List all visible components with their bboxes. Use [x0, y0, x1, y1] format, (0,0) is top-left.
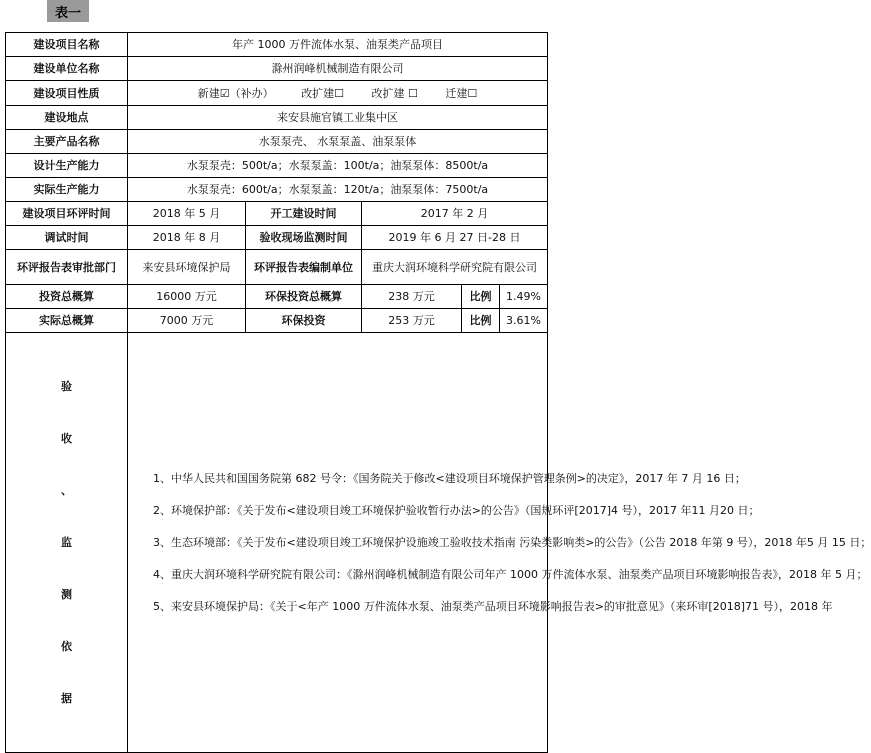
design-capacity-label: 设计生产能力	[6, 154, 128, 178]
nature-option-relocate: 迁建☐	[445, 86, 478, 100]
project-name-value: 年产 1000 万件流体水泵、油泵类产品项目	[128, 33, 548, 57]
approval-dept-value: 来安县环境保护局	[128, 250, 246, 285]
basis-side-char: 依	[61, 639, 72, 653]
location-label: 建设地点	[6, 106, 128, 130]
nature-label: 建设项目性质	[6, 81, 128, 106]
report-author-label: 环评报告表编制单位	[246, 250, 362, 285]
env-budget-label: 环保投资总概算	[246, 285, 362, 309]
budget-ratio-value: 1.49%	[500, 285, 548, 309]
eia-time-value: 2018 年 5 月	[128, 202, 246, 226]
unit-value: 滁州润峰机械制造有限公司	[128, 57, 548, 81]
basis-side-char: 、	[61, 483, 72, 497]
basis-content	[128, 333, 871, 753]
basis-side-char: 测	[61, 587, 72, 601]
actual-capacity-value: 水泵泵壳：600t/a；水泵泵盖：120t/a；油泵泵体：7500t/a	[128, 178, 548, 202]
row-project-name	[6, 33, 548, 57]
investment-ratio-value: 3.61%	[500, 309, 548, 333]
budget-ratio-label: 比例	[462, 285, 500, 309]
env-investment-value: 253 万元	[362, 309, 462, 333]
basis-paragraph: 1、中华人民共和国国务院第 682 号令：《国务院关于修改<建设项目环境保护管理条例>的决定》，2017 年 7 月 16 日；	[153, 471, 746, 485]
actual-capacity-label: 实际生产能力	[6, 178, 128, 202]
row-basis	[6, 333, 548, 753]
table-tab-label: 表一	[47, 0, 89, 22]
row-actual-total	[6, 309, 548, 333]
row-debug-time	[6, 226, 548, 250]
basis-side-char: 据	[61, 691, 72, 705]
design-capacity-value: 水泵泵壳：500t/a；水泵泵盖：100t/a；油泵泵体：8500t/a	[128, 154, 548, 178]
row-location	[6, 106, 548, 130]
basis-paragraph: 2、环境保护部：《关于发布<建设项目竣工环境保护验收暂行办法>的公告》（国规环评[2017]4 号），2017 年11 月20 日；	[153, 503, 760, 517]
basis-side-char: 验	[61, 379, 72, 393]
row-nature	[6, 81, 548, 106]
row-unit	[6, 57, 548, 81]
actual-total-label: 实际总概算	[6, 309, 128, 333]
basis-paragraph: 4、重庆大润环境科学研究院有限公司：《滁州润峰机械制造有限公司年产 1000 万件流体水泵、油泵类产品项目环境影响报告表》，2018 年 5 月；	[153, 567, 868, 581]
approval-dept-label: 环评报告表审批部门	[6, 250, 128, 285]
construction-start-value: 2017 年 2 月	[362, 202, 548, 226]
debug-time-label: 调试时间	[6, 226, 128, 250]
products-value: 水泵泵壳、 水泵泵盖、油泵泵体	[128, 130, 548, 154]
monitoring-time-value: 2019 年 6 月 27 日-28 日	[362, 226, 548, 250]
basis-side-heading	[6, 333, 128, 753]
actual-total-value: 7000 万元	[128, 309, 246, 333]
env-budget-value: 238 万元	[362, 285, 462, 309]
nature-options	[128, 81, 548, 106]
eia-time-label: 建设项目环评时间	[6, 202, 128, 226]
nature-option-expand-1: 改扩建☐	[301, 86, 345, 100]
row-total-budget	[6, 285, 548, 309]
total-budget-label: 投资总概算	[6, 285, 128, 309]
unit-label: 建设单位名称	[6, 57, 128, 81]
basis-side-char: 收	[61, 431, 72, 445]
nature-option-new: 新建☑（补办）	[197, 86, 274, 100]
investment-ratio-label: 比例	[462, 309, 500, 333]
location-value: 来安县施官镇工业集中区	[128, 106, 548, 130]
monitoring-time-label: 验收现场监测时间	[246, 226, 362, 250]
report-author-value: 重庆大润环境科学研究院有限公司	[362, 250, 548, 285]
row-approval	[6, 250, 548, 285]
row-actual-capacity	[6, 178, 548, 202]
basis-paragraph: 5、来安县环境保护局：《关于<年产 1000 万件流体水泵、油泵类产品项目环境影响报告表>的审批意见》（来环审[2018]71 号），2018 年	[153, 599, 833, 613]
project-info-table	[5, 32, 871, 753]
row-design-capacity	[6, 154, 548, 178]
nature-option-expand-2: 改扩建 ☐	[371, 86, 418, 100]
project-name-label: 建设项目名称	[6, 33, 128, 57]
total-budget-value: 16000 万元	[128, 285, 246, 309]
env-investment-label: 环保投资	[246, 309, 362, 333]
row-products	[6, 130, 548, 154]
construction-start-label: 开工建设时间	[246, 202, 362, 226]
debug-time-value: 2018 年 8 月	[128, 226, 246, 250]
basis-paragraph: 3、生态环境部：《关于发布<建设项目竣工环境保护设施竣工验收技术指南 污染类影响类>的公告》（公告 2018 年第 9 号），2018 年5 月 15 日；	[153, 535, 871, 549]
basis-side-char: 监	[61, 535, 72, 549]
row-eia-time	[6, 202, 548, 226]
products-label: 主要产品名称	[6, 130, 128, 154]
